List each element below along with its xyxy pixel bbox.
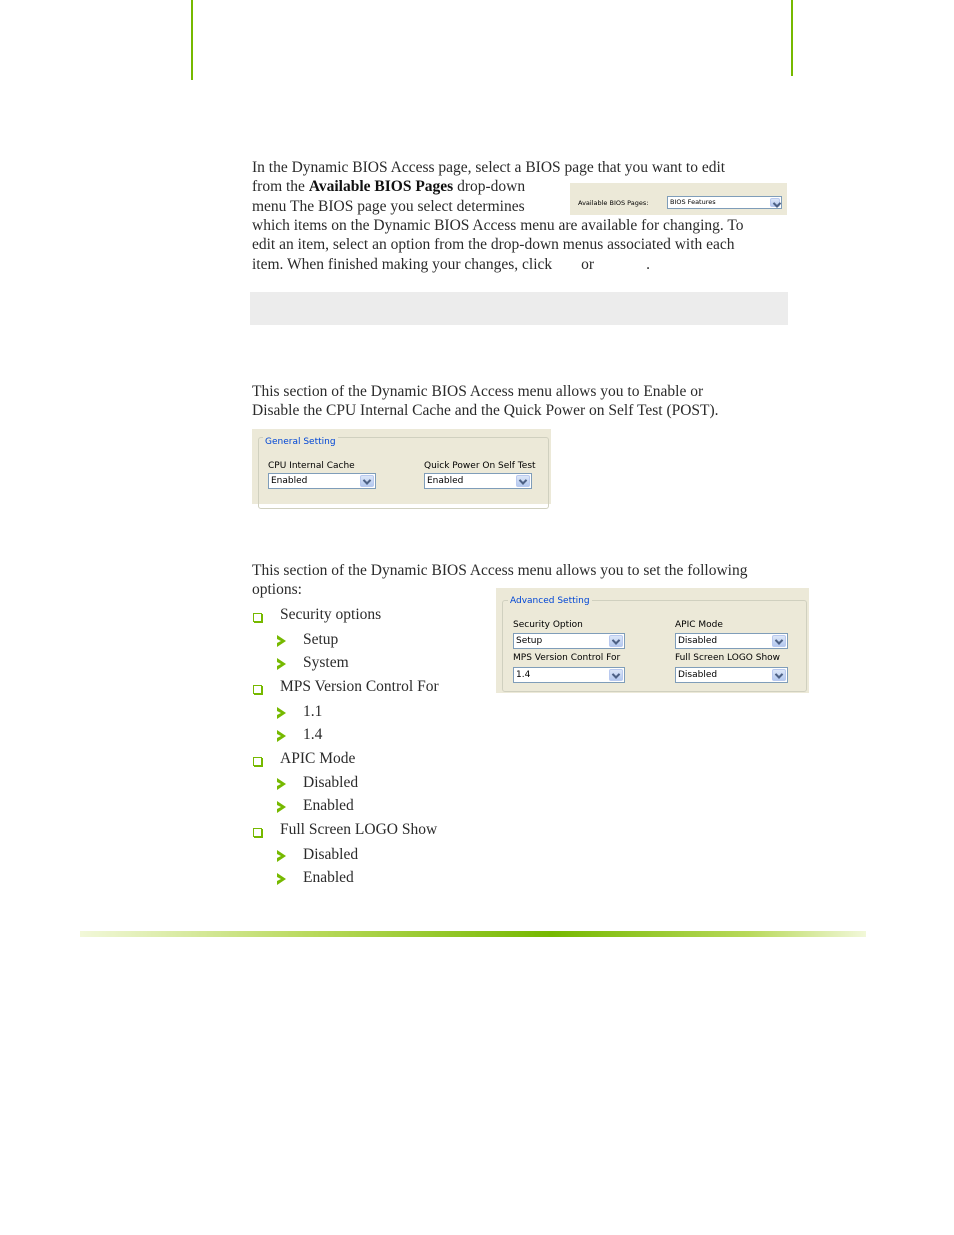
arrow-bullet-icon [277, 658, 286, 670]
security-option-value: Setup [516, 636, 543, 646]
header-right-rule [791, 0, 793, 76]
security-option-select[interactable] [513, 633, 625, 649]
footer-rule [80, 931, 866, 937]
mps-version-control-value: 1.4 [516, 670, 531, 680]
available-bios-pages-panel [570, 183, 787, 215]
arrow-bullet-icon [277, 730, 286, 742]
arrow-bullet-icon [277, 707, 286, 719]
arrow-bullet-icon [277, 873, 286, 885]
full-screen-logo-show-value: Disabled [678, 670, 718, 680]
list-item: MPS Version Control For [280, 678, 439, 695]
general-setting-panel [252, 429, 551, 504]
chevron-down-icon [772, 669, 786, 681]
arrow-bullet-icon [277, 778, 286, 790]
list-item: Full Screen LOGO Show [280, 821, 438, 838]
checkbox-bullet-icon [253, 828, 262, 837]
arrow-bullet-icon [277, 850, 286, 862]
checkbox-bullet-icon [253, 613, 262, 622]
apic-mode-value: Disabled [678, 636, 718, 646]
chevron-down-icon [516, 475, 530, 487]
cpu-internal-cache-select[interactable] [268, 473, 376, 489]
list-subitem: Enabled [303, 869, 354, 886]
chevron-down-icon [609, 635, 623, 647]
arrow-bullet-icon [277, 801, 286, 813]
intro-line-3: menu The BIOS page you select determines [252, 198, 525, 215]
mps-version-control-label: MPS Version Control For [513, 653, 621, 663]
intro-line-1: In the Dynamic BIOS Access page, select a BIOS page that you want to edit [252, 159, 726, 176]
checkbox-bullet-icon [253, 685, 262, 694]
chevron-down-icon [360, 475, 374, 487]
advanced-text-line-1: This section of the Dynamic BIOS Access menu allows you to set the following [252, 562, 748, 579]
intro-line-5: edit an item, select an option from the drop-down menus associated with each [252, 236, 735, 253]
intro-line-4: which items on the Dynamic BIOS Access menu are available for changing. To [252, 217, 744, 234]
note-bar [250, 292, 788, 325]
cpu-internal-cache-value: Enabled [271, 476, 308, 486]
security-option-label: Security Option [513, 620, 583, 630]
list-subitem: Setup [303, 631, 339, 648]
list-item: Security options [280, 606, 382, 623]
apic-mode-label: APIC Mode [675, 620, 723, 630]
available-bios-pages-term: Available BIOS Pages [308, 178, 454, 195]
arrow-bullet-icon [277, 635, 286, 647]
available-bios-pages-label: Available BIOS Pages: [578, 199, 649, 207]
general-text-line-2: Disable the CPU Internal Cache and the Quick Power on Self Test (POST). [252, 402, 719, 419]
quick-power-on-self-test-value: Enabled [427, 476, 464, 486]
cpu-internal-cache-label: CPU Internal Cache [268, 461, 355, 471]
chevron-down-icon [772, 635, 786, 647]
advanced-setting-title: Advanced Setting [510, 596, 590, 606]
available-bios-pages-select[interactable] [667, 196, 782, 209]
chevron-down-icon [770, 198, 780, 207]
intro-line-6: item. When finished making your changes, click or . [252, 256, 650, 273]
general-text-line-1: This section of the Dynamic BIOS Access menu allows you to Enable or [252, 383, 704, 400]
general-setting-title: General Setting [265, 437, 336, 447]
checkbox-bullet-icon [253, 757, 262, 766]
list-item: APIC Mode [280, 750, 356, 767]
quick-power-on-self-test-label: Quick Power On Self Test [424, 461, 536, 471]
list-subitem: 1.1 [303, 703, 323, 720]
available-bios-pages-value: BIOS Features [670, 198, 716, 206]
list-subitem: Disabled [303, 774, 359, 791]
advanced-text-line-2: options: [252, 581, 302, 598]
header-left-rule [191, 0, 193, 80]
full-screen-logo-show-label: Full Screen LOGO Show [675, 653, 781, 663]
list-subitem: 1.4 [303, 726, 323, 743]
list-subitem: Enabled [303, 797, 354, 814]
list-subitem: Disabled [303, 846, 359, 863]
intro-line-2: from the Available BIOS Pages drop-down [252, 178, 526, 195]
quick-power-on-self-test-select[interactable] [424, 473, 532, 489]
chevron-down-icon [609, 669, 623, 681]
list-subitem: System [303, 654, 349, 671]
apic-mode-select[interactable] [675, 633, 788, 649]
mps-version-control-select[interactable] [513, 667, 625, 683]
advanced-setting-panel [496, 588, 809, 693]
full-screen-logo-show-select[interactable] [675, 667, 788, 683]
